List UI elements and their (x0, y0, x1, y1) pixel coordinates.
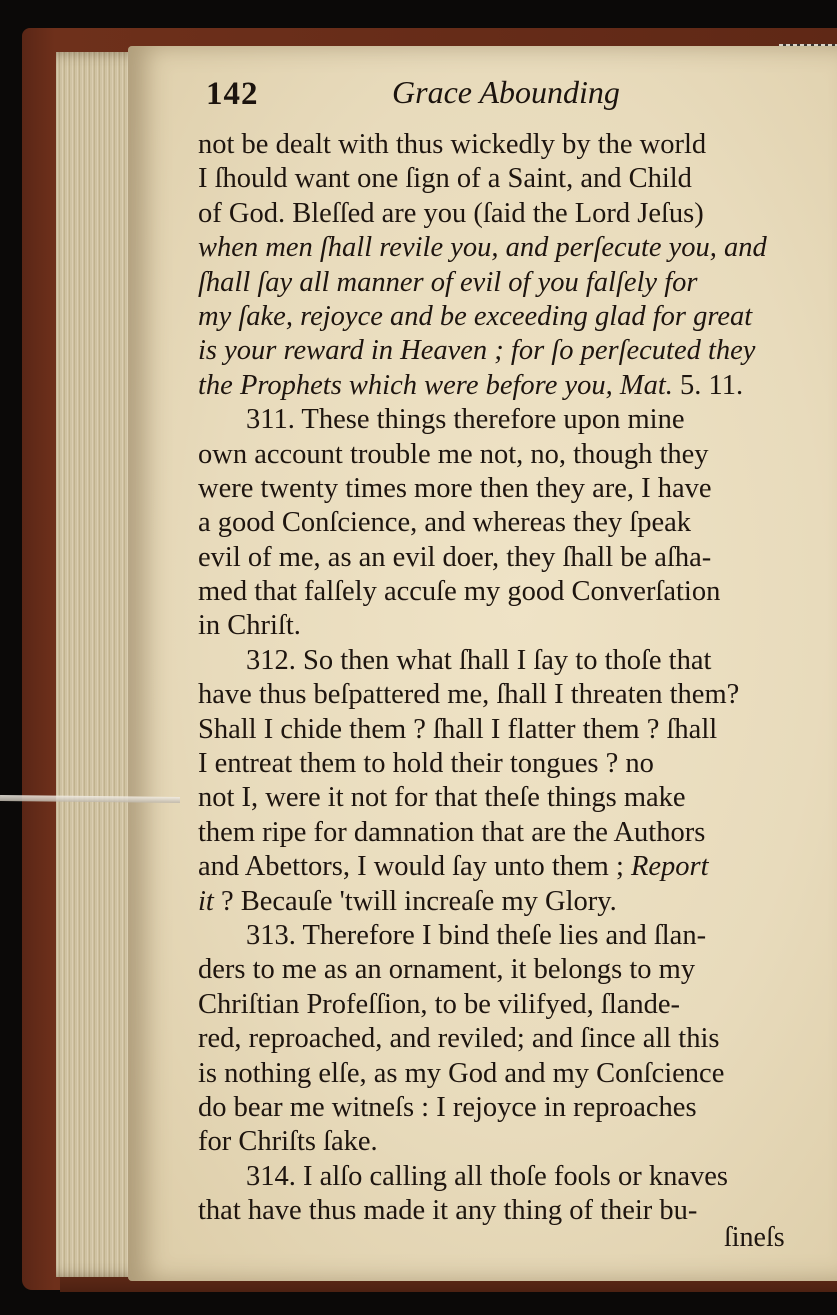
text-line (198, 850, 823, 884)
italic-text: it (198, 885, 214, 917)
text-line (198, 1022, 823, 1056)
text-segment: were twenty times more then they are, I have (198, 472, 712, 504)
text-line (198, 231, 823, 265)
text-segment: have thus beſpattered me, ſhall I threaten them? (198, 679, 740, 711)
text-segment: I entreat them to hold their tongues ? no (198, 748, 654, 780)
text-line (198, 506, 823, 540)
text-line (198, 1160, 823, 1194)
text-segment: them ripe for damnation that are the Authors (198, 816, 706, 848)
text-line (198, 1125, 823, 1159)
text-line (198, 369, 823, 403)
body-text (198, 128, 823, 1229)
text-segment: evil of me, as an evil doer, they ſhall be aſha- (198, 541, 712, 573)
text-segment: 312. So then what ſhall I ſay to thoſe that (246, 644, 712, 676)
text-segment: of God. Bleſſed are you (ſaid the Lord Jeſus) (198, 197, 704, 229)
text-line (198, 713, 823, 747)
text-segment: and Abettors, I would ſay unto them ; (198, 851, 631, 883)
text-segment: red, reproached, and reviled; and ſince all this (198, 1023, 720, 1055)
text-line (198, 197, 823, 231)
text-segment: ? Becauſe 'twill increaſe my Glory. (213, 885, 617, 917)
text-line (198, 266, 823, 300)
text-line (198, 128, 823, 162)
text-line (198, 541, 823, 575)
text-segment: not be dealt with thus wickedly by the world (198, 129, 707, 160)
text-segment: for Chriſts ſake. (198, 1126, 378, 1158)
text-segment: in Chriſt. (198, 610, 301, 642)
text-segment: own account trouble me not, no, though they (198, 438, 709, 470)
text-line (198, 575, 823, 609)
text-line (198, 953, 823, 987)
text-segment: ders to me as an ornament, it belongs to my (198, 954, 696, 986)
text-line (198, 403, 823, 437)
italic-text: the Prophets which were before you, Mat. (198, 369, 673, 401)
text-line (198, 1057, 823, 1091)
text-segment: Chriſtian Profeſſion, to be vilifyed, ſlande- (198, 988, 681, 1020)
text-segment: 5. 11. (672, 369, 744, 401)
text-segment: Shall I chide them ? ſhall I flatter them ? ſhall (198, 713, 718, 745)
text-line (198, 747, 823, 781)
text-segment: that have thus made it any thing of their bu- (198, 1195, 698, 1227)
text-segment: 311. These things therefore upon mine (246, 404, 685, 436)
text-segment: a good Conſcience, and whereas they ſpeak (198, 507, 692, 539)
italic-text: when men ſhall revile you, and perſecute you, and (198, 232, 767, 264)
text-line (198, 885, 823, 919)
text-segment: I ſhould want one ſign of a Saint, and Child (198, 163, 692, 195)
text-line (198, 609, 823, 643)
text-line (198, 919, 823, 953)
text-segment: not I, were it not for that theſe things make (198, 782, 686, 814)
page-number: 142 (206, 76, 259, 112)
text-segment: 314. I alſo calling all thoſe fools or knaves (246, 1160, 729, 1192)
text-line (198, 678, 823, 712)
text-segment: 313. Therefore I bind theſe lies and ſlan- (246, 919, 707, 951)
text-line (198, 438, 823, 472)
page-header (0, 72, 837, 122)
text-line (198, 644, 823, 678)
text-segment: do bear me witneſs : I rejoyce in reproaches (198, 1091, 697, 1123)
text-line (198, 988, 823, 1022)
text-line (198, 816, 823, 850)
italic-text: Report (630, 851, 709, 883)
text-segment: is nothing elſe, as my God and my Conſcience (198, 1057, 725, 1089)
text-line (198, 300, 823, 334)
text-line (198, 334, 823, 368)
italic-text: my ſake, rejoyce and be exceeding glad for great (198, 300, 753, 332)
text-segment: med that falſely accuſe my good Converſation (198, 576, 721, 608)
text-line (198, 162, 823, 196)
catchword: ſineſs (724, 1222, 785, 1253)
text-line (198, 472, 823, 506)
running-title: Grace Abounding (392, 74, 620, 110)
text-line (198, 1091, 823, 1125)
italic-text: is your reward in Heaven ; for ſo perſecuted they (198, 335, 756, 367)
italic-text: ſhall ſay all manner of evil of you falſely for (198, 266, 698, 298)
text-line (198, 781, 823, 815)
